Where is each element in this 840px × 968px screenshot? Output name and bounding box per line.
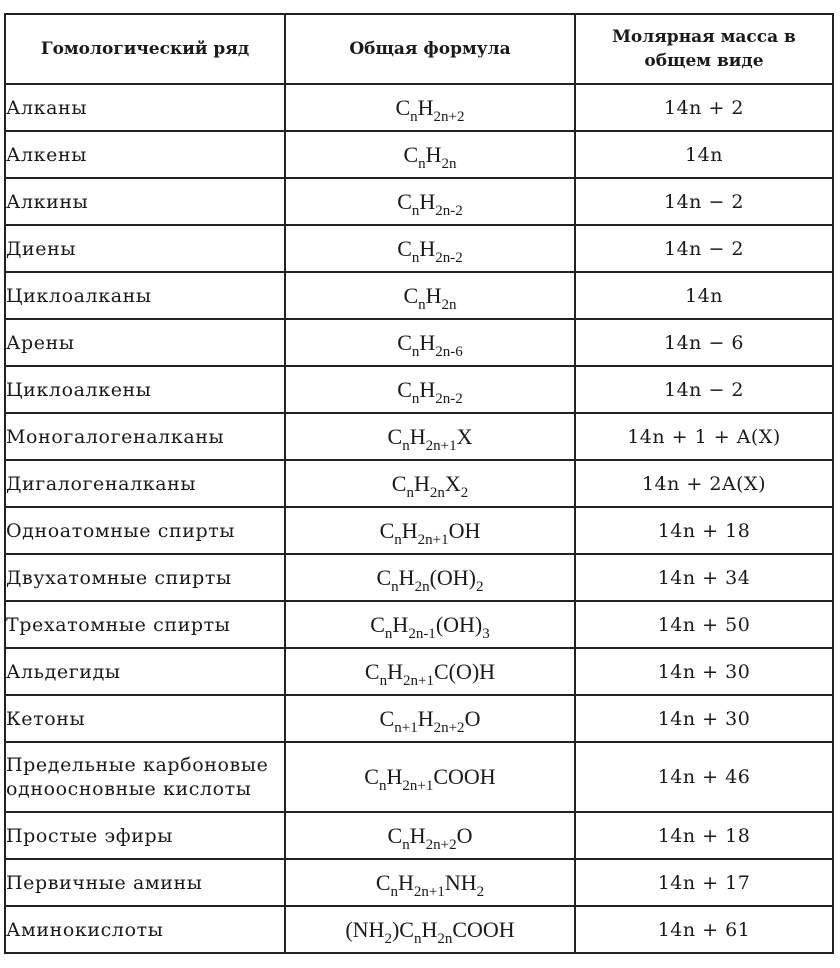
formula-subscript: 2 xyxy=(476,578,484,595)
molar-mass-value: 14n − 2 xyxy=(663,378,744,401)
formula-symbol: H xyxy=(421,916,438,942)
formula-symbol: X xyxy=(456,423,473,449)
formula-symbol: O xyxy=(456,822,473,848)
molar-mass xyxy=(575,695,833,742)
formula-symbol: C xyxy=(387,822,403,848)
general-formula xyxy=(285,906,575,953)
general-formula xyxy=(285,695,575,742)
general-formula xyxy=(285,554,575,601)
molar-mass xyxy=(575,742,833,812)
series-name: Моногалогеналканы xyxy=(5,413,285,460)
molar-mass-value: 14n + 2 xyxy=(663,96,744,119)
molar-mass xyxy=(575,460,833,507)
formula-symbol: OH xyxy=(448,517,481,543)
formula-symbol: COOH xyxy=(433,764,496,789)
formula-subscript: 2n xyxy=(437,930,453,947)
molar-mass-value: 14n + 17 xyxy=(657,871,751,894)
molar-mass-value: 14n + 18 xyxy=(657,824,751,847)
molar-mass-value: 14n + 34 xyxy=(657,566,751,589)
molar-mass xyxy=(575,648,833,695)
series-name: Двухатомные спирты xyxy=(5,554,285,601)
table-row xyxy=(5,460,833,507)
molar-mass-value: 14n xyxy=(685,284,723,307)
table-row xyxy=(5,413,833,460)
general-formula xyxy=(285,225,575,272)
formula-symbol: H xyxy=(398,869,414,895)
formula-subscript: n xyxy=(391,578,399,595)
formula-symbol: H xyxy=(419,235,436,261)
formula-symbol: C xyxy=(403,141,419,167)
formula-symbol: C xyxy=(397,188,412,214)
formula-subscript: 2n xyxy=(429,484,445,501)
table-body xyxy=(5,84,833,953)
formula-symbol: H xyxy=(392,611,409,637)
general-formula xyxy=(285,131,575,178)
series-name: Арены xyxy=(5,319,285,366)
general-formula xyxy=(285,859,575,906)
general-formula xyxy=(285,812,575,859)
table-row xyxy=(5,84,833,131)
formula-subscript: n xyxy=(418,296,426,313)
formula-subscript: n+1 xyxy=(394,719,418,736)
table-row xyxy=(5,695,833,742)
formula-subscript: 2n+1 xyxy=(403,672,434,689)
formula-subscript: 2n+2 xyxy=(433,719,465,736)
formula-subscript: n xyxy=(411,249,420,266)
formula-symbol: H xyxy=(409,822,426,848)
general-formula xyxy=(285,366,575,413)
formula-subscript: n xyxy=(390,883,399,900)
general-formula xyxy=(285,84,575,131)
series-name: Циклоалканы xyxy=(5,272,285,319)
formula-symbol: (OH) xyxy=(429,564,476,590)
general-formula xyxy=(285,742,575,812)
molar-mass xyxy=(575,812,833,859)
formula-symbol: H xyxy=(413,470,430,496)
molar-mass xyxy=(575,366,833,413)
formula-symbol: H xyxy=(387,658,403,684)
table-row xyxy=(5,554,833,601)
header-series: Гомологический ряд xyxy=(5,14,285,84)
table-row xyxy=(5,742,833,812)
formula-subscript: 2n+1 xyxy=(413,883,445,900)
formula-symbol: C xyxy=(395,94,411,120)
formula-symbol: (OH) xyxy=(435,611,483,637)
table-row xyxy=(5,812,833,859)
molar-mass xyxy=(575,225,833,272)
formula-subscript: n xyxy=(402,437,410,454)
table-row xyxy=(5,601,833,648)
series-name: Альдегиды xyxy=(5,648,285,695)
formula-subscript: 2n-6 xyxy=(435,343,463,360)
molar-mass xyxy=(575,272,833,319)
formula-subscript: 2 xyxy=(384,930,392,947)
molar-mass-value: 14n xyxy=(685,143,723,166)
table-row xyxy=(5,366,833,413)
formula-symbol: C xyxy=(375,869,391,895)
header-molar-mass xyxy=(575,14,833,84)
molar-mass xyxy=(575,413,833,460)
formula-symbol: C xyxy=(364,658,380,684)
formula-subscript: 2n xyxy=(441,155,457,172)
formula-symbol: (NH xyxy=(345,916,385,942)
formula-symbol: C xyxy=(397,376,412,402)
series-name: Трехатомные спирты xyxy=(5,601,285,648)
series-name: Алканы xyxy=(5,84,285,131)
formula-symbol: H xyxy=(419,329,436,355)
formula-subscript: 2 xyxy=(460,484,469,501)
formula-subscript: 2n+1 xyxy=(402,778,434,794)
general-formula xyxy=(285,319,575,366)
series-name: Первичные амины xyxy=(5,859,285,906)
series-name: Алкены xyxy=(5,131,285,178)
general-formula xyxy=(285,413,575,460)
table-row xyxy=(5,131,833,178)
molar-mass xyxy=(575,84,833,131)
formula-symbol: C xyxy=(376,564,392,590)
formula-symbol: H xyxy=(401,517,418,543)
formula-subscript: n xyxy=(384,625,393,642)
molar-mass-value: 14n + 46 xyxy=(657,766,751,788)
molar-mass xyxy=(575,131,833,178)
formula-subscript: 2 xyxy=(476,883,485,900)
formula-subscript: 2n-1 xyxy=(408,625,436,642)
formula-symbol: H xyxy=(425,282,442,308)
formula-symbol: C xyxy=(403,282,419,308)
series-name: Кетоны xyxy=(5,695,285,742)
table-row xyxy=(5,225,833,272)
molar-mass-value: 14n − 6 xyxy=(663,331,744,354)
general-formula xyxy=(285,460,575,507)
formula-subscript: 2n xyxy=(441,296,457,313)
molar-mass xyxy=(575,601,833,648)
formula-subscript: n xyxy=(413,930,422,947)
formula-subscript: 2n xyxy=(414,578,430,595)
series-name: Аминокислоты xyxy=(5,906,285,953)
general-formula xyxy=(285,648,575,695)
general-formula xyxy=(285,178,575,225)
series-name: Алкины xyxy=(5,178,285,225)
formula-symbol: H xyxy=(409,423,426,449)
formula-subscript: 2n-2 xyxy=(435,202,463,219)
table-row xyxy=(5,859,833,906)
header-formula: Общая формула xyxy=(285,14,575,84)
formula-subscript: 2n-2 xyxy=(435,249,463,266)
molar-mass xyxy=(575,507,833,554)
table-row xyxy=(5,507,833,554)
table-row xyxy=(5,648,833,695)
header-molar-mass-text: Молярная масса в общем виде xyxy=(612,27,796,71)
formula-subscript: n xyxy=(411,390,420,407)
formula-symbol: H xyxy=(419,188,436,214)
molar-mass-value: 14n + 61 xyxy=(657,918,751,941)
formula-symbol: X xyxy=(444,470,461,496)
molar-mass-value: 14n + 2A(X) xyxy=(641,472,767,495)
formula-symbol: C xyxy=(379,705,395,731)
formula-subscript: n xyxy=(411,202,420,219)
formula-symbol: H xyxy=(419,376,436,402)
table-row xyxy=(5,178,833,225)
formula-subscript: 2n+2 xyxy=(425,836,457,853)
formula-symbol: C xyxy=(391,470,407,496)
formula-subscript: n xyxy=(418,155,426,172)
formula-symbol: H xyxy=(417,705,434,731)
formula-symbol: O xyxy=(464,705,481,731)
series-name: Циклоалкены xyxy=(5,366,285,413)
formula-subscript: 2n-2 xyxy=(435,390,463,407)
molar-mass xyxy=(575,554,833,601)
formula-symbol: C(O)H xyxy=(433,658,496,684)
formula-symbol: H xyxy=(386,764,403,789)
formula-symbol: H xyxy=(398,564,415,590)
series-name: Дигалогеналканы xyxy=(5,460,285,507)
molar-mass-value: 14n + 50 xyxy=(657,613,751,636)
formula-symbol: C xyxy=(397,329,412,355)
formula-subscript: n xyxy=(378,778,387,794)
formula-subscript: n xyxy=(411,343,420,360)
table-row xyxy=(5,319,833,366)
molar-mass-value: 14n − 2 xyxy=(663,190,744,213)
molar-mass-value: 14n + 30 xyxy=(657,660,751,683)
formula-subscript: n xyxy=(402,836,410,853)
formula-symbol: COOH xyxy=(452,916,515,942)
header-row xyxy=(5,14,833,84)
formula-symbol: C xyxy=(387,423,403,449)
molar-mass xyxy=(575,859,833,906)
formula-symbol: H xyxy=(425,141,442,167)
molar-mass-value: 14n + 18 xyxy=(657,519,751,542)
formula-symbol: )C xyxy=(391,916,414,942)
table-row xyxy=(5,906,833,953)
general-formula xyxy=(285,507,575,554)
formula-symbol: H xyxy=(417,94,434,120)
series-name: Одноатомные спирты xyxy=(5,507,285,554)
formula-subscript: 2n+1 xyxy=(417,531,449,548)
molar-mass xyxy=(575,319,833,366)
formula-subscript: n xyxy=(379,672,388,689)
series-name: Диены xyxy=(5,225,285,272)
molar-mass-value: 14n + 30 xyxy=(657,707,751,730)
series-name: Предельные карбоновые одноосновные кислоты xyxy=(5,742,285,812)
molar-mass xyxy=(575,178,833,225)
formula-symbol: NH xyxy=(444,869,477,895)
formula-symbol: C xyxy=(379,517,395,543)
general-formula xyxy=(285,601,575,648)
molar-mass-value: 14n − 2 xyxy=(663,237,744,260)
formula-subscript: n xyxy=(410,108,418,125)
general-formula xyxy=(285,272,575,319)
formula-subscript: 2n+2 xyxy=(433,108,465,125)
formula-subscript: 3 xyxy=(482,625,490,642)
series-name: Простые эфиры xyxy=(5,812,285,859)
formula-symbol: C xyxy=(397,235,412,261)
table-header xyxy=(5,14,833,84)
molar-mass xyxy=(575,906,833,953)
homologous-series-table xyxy=(4,13,834,954)
table-row xyxy=(5,272,833,319)
formula-subscript: n xyxy=(394,531,402,548)
formula-subscript: n xyxy=(406,484,414,501)
formula-subscript: 2n+1 xyxy=(425,437,457,454)
formula-symbol: C xyxy=(370,611,385,637)
formula-symbol: C xyxy=(364,764,379,789)
molar-mass-value: 14n + 1 + A(X) xyxy=(627,425,781,448)
